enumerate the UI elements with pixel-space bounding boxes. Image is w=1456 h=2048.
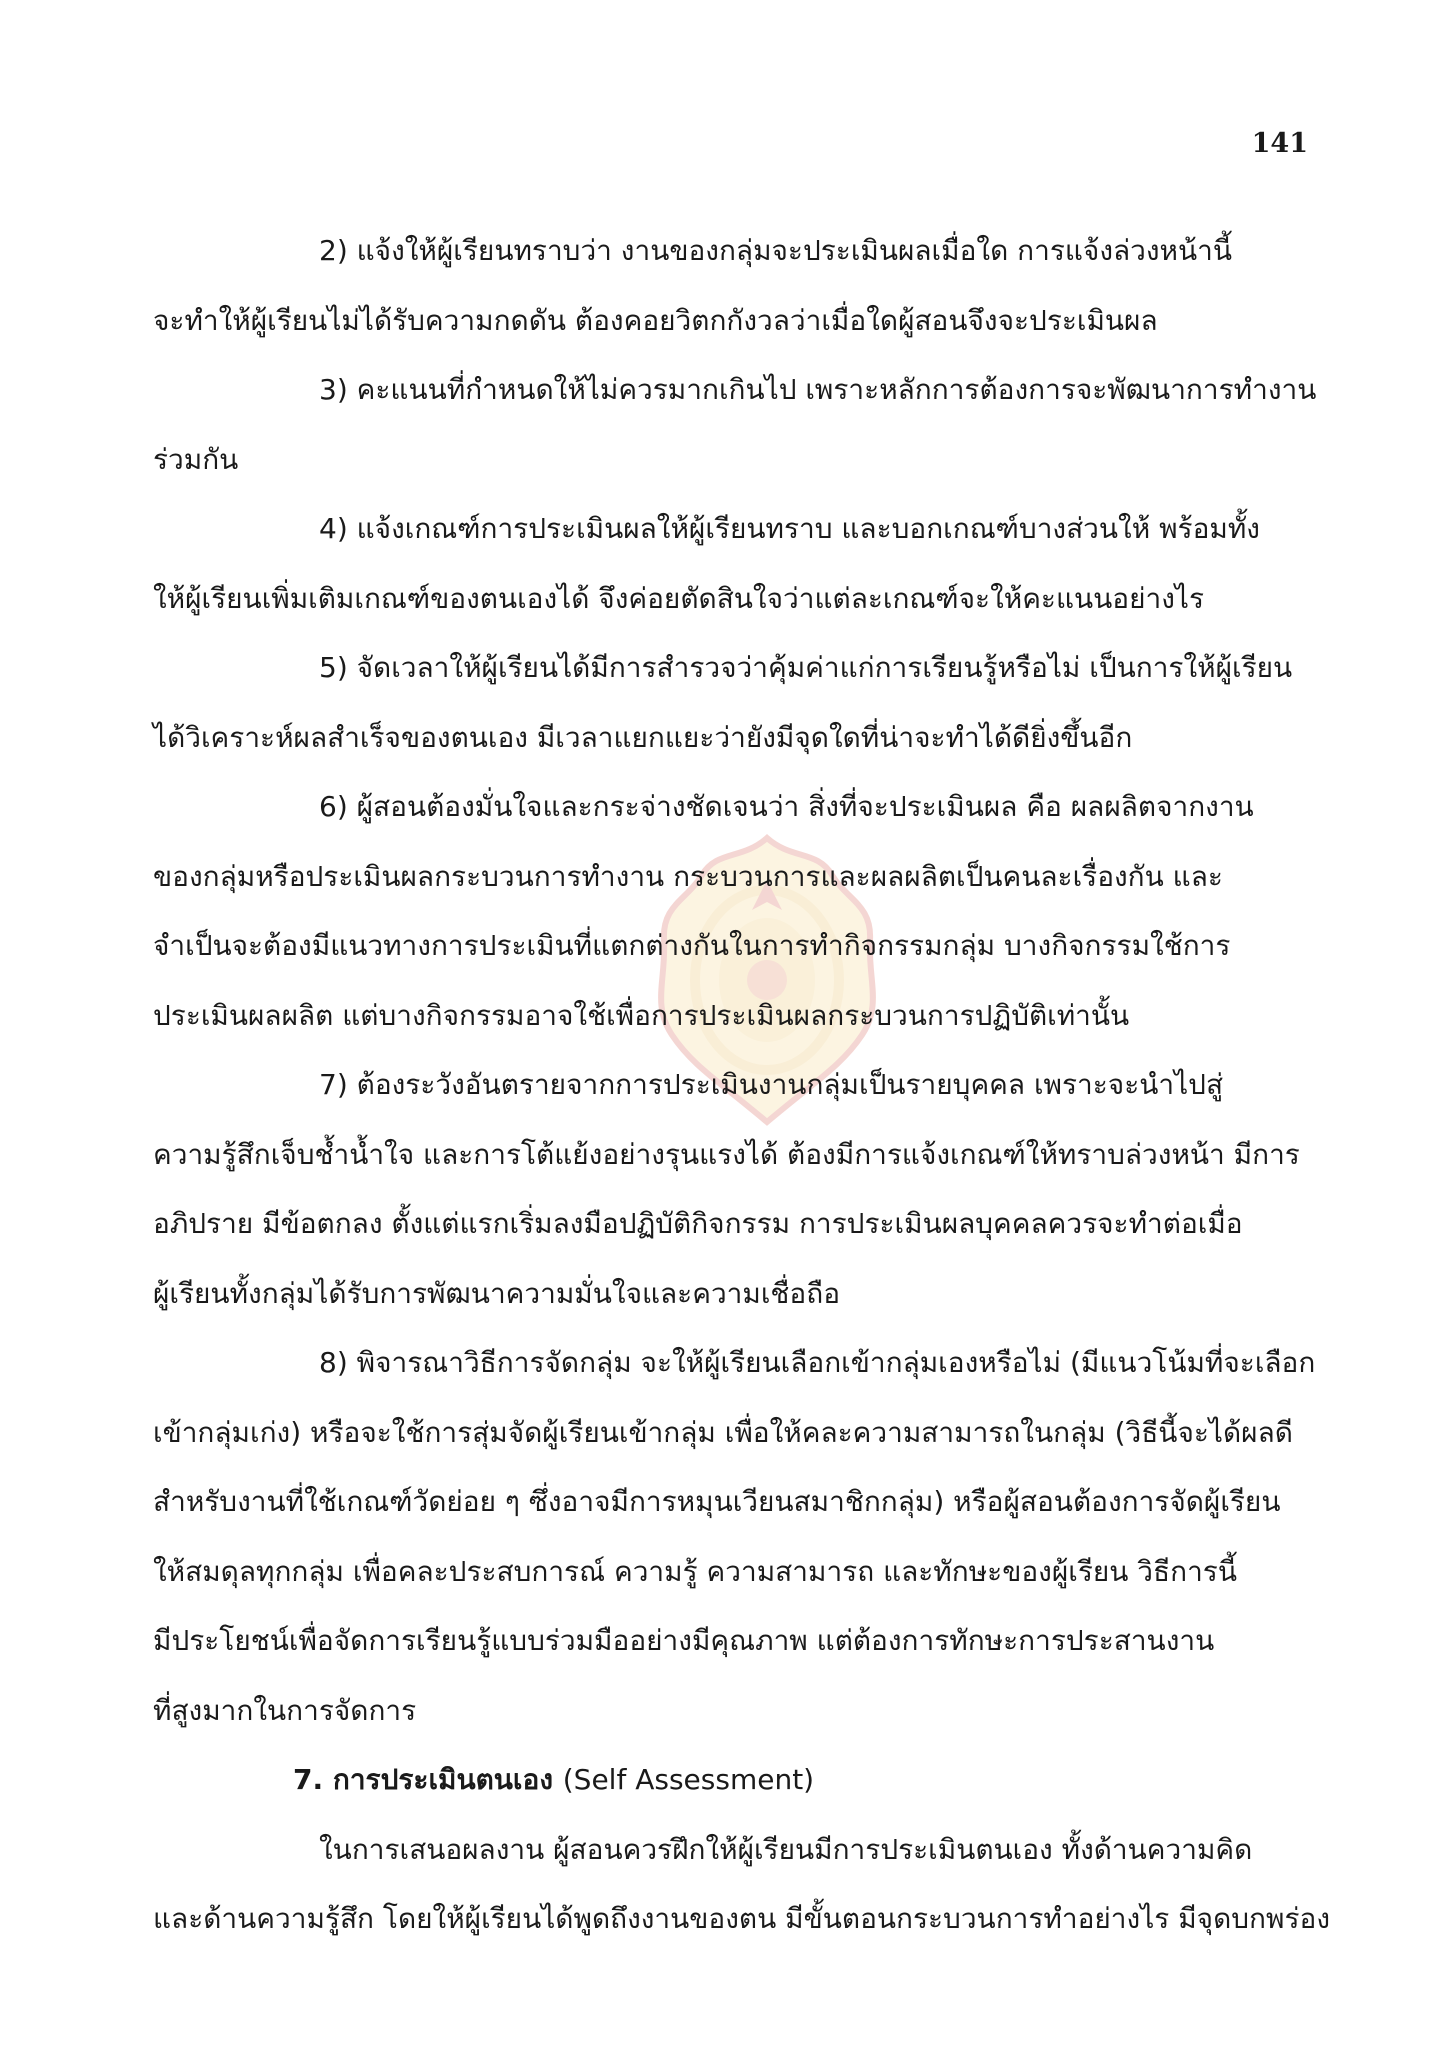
paragraph-item-8: [153, 1328, 1316, 1745]
paragraph-item-3: [153, 355, 1317, 494]
paragraph-item-6: [153, 772, 1310, 1050]
paragraph-item-5: [153, 633, 1310, 772]
paragraph-self-assessment: [153, 1815, 1330, 1954]
text-line: 2) แจ้งให้ผู้เรียนทราบว่า งานของกลุ่มจะประเมินผลเมื่อใด การแจ้งล่วงหน้านี้: [319, 234, 1233, 267]
text-line: ให้สมดุลทุกกลุ่ม เพื่อคละประสบการณ์ ความรู้ ความสามารถ และทักษะของผู้เรียน วิธีการนี้: [153, 1554, 1237, 1588]
text-line: ผู้เรียนทั้งกลุ่มได้รับการพัฒนาความมั่นใจและความเชื่อถือ: [153, 1276, 841, 1310]
paragraph-item-4: [153, 494, 1310, 633]
page-number: 141: [1251, 128, 1308, 159]
text-line: ในการเสนอผลงาน ผู้สอนควรฝึกให้ผู้เรียนมีการประเมินตนเอง ทั้งด้านความคิด: [319, 1832, 1253, 1866]
text-line: ร่วมกัน: [153, 442, 239, 476]
section-number: 7.: [293, 1763, 324, 1796]
text-line: เข้ากลุ่มเก่ง) หรือจะใช้การสุ่มจัดผู้เรียนเข้ากลุ่ม เพื่อให้คละความสามารถในกลุ่ม (วิธีนี้จะได้ผลดี: [153, 1415, 1293, 1449]
text-line: 3) คะแนนที่กำหนดให้ไม่ควรมากเกินไป เพราะหลักการต้องการจะพัฒนาการทำงาน: [319, 373, 1317, 406]
section-title-english: (Self Assessment): [562, 1763, 815, 1796]
text-line: ได้วิเคราะห์ผลสำเร็จของตนเอง มีเวลาแยกแยะว่ายังมีจุดใดที่น่าจะทำได้ดียิ่งขึ้นอีก: [153, 720, 1133, 754]
text-line: ประเมินผลผลิต แต่บางกิจกรรมอาจใช้เพื่อการประเมินผลกระบวนการปฏิบัติเท่านั้น: [153, 998, 1130, 1032]
text-line: ความรู้สึกเจ็บช้ำน้ำใจ และการโต้แย้งอย่างรุนแรงได้ ต้องมีการแจ้งเกณฑ์ให้ทราบล่วงหน้า มีการ: [153, 1137, 1300, 1171]
text-line: 6) ผู้สอนต้องมั่นใจและกระจ่างชัดเจนว่า สิ่งที่จะประเมินผล คือ ผลผลิตจากงาน: [319, 790, 1254, 823]
document-body: [153, 216, 1330, 1954]
text-line: 8) พิจารณาวิธีการจัดกลุ่ม จะให้ผู้เรียนเลือกเข้ากลุ่มเองหรือไม่ (มีแนวโน้มที่จะเลือก: [319, 1346, 1316, 1379]
text-line: 5) จัดเวลาให้ผู้เรียนได้มีการสำรวจว่าคุ้มค่าแก่การเรียนรู้หรือไม่ เป็นการให้ผู้เรียน: [319, 651, 1293, 684]
text-line: 7) ต้องระวังอันตรายจากการประเมินงานกลุ่มเป็นรายบุคคล เพราะจะนำไปสู่: [319, 1068, 1224, 1101]
text-line: มีประโยชน์เพื่อจัดการเรียนรู้แบบร่วมมืออย่างมีคุณภาพ แต่ต้องการทักษะการประสานงาน: [153, 1624, 1215, 1657]
text-line: ของกลุ่มหรือประเมินผลกระบวนการทำงาน กระบวนการและผลผลิตเป็นคนละเรื่องกัน และ: [153, 859, 1223, 893]
text-line: และด้านความรู้สึก โดยให้ผู้เรียนได้พูดถึงงานของตน มีขั้นตอนกระบวนการทำอย่างไร มีจุดบกพร่อง: [153, 1902, 1330, 1935]
text-line: อภิปราย มีข้อตกลง ตั้งแต่แรกเริ่มลงมือปฏิบัติกิจกรรม การประเมินผลบุคคลควรจะทำต่อเมื่อ: [153, 1207, 1243, 1240]
text-line: 4) แจ้งเกณฑ์การประเมินผลให้ผู้เรียนทราบ และบอกเกณฑ์บางส่วนให้ พร้อมทั้ง: [319, 512, 1260, 545]
text-line: ที่สูงมากในการจัดการ: [153, 1693, 417, 1727]
paragraph-item-7: [153, 1050, 1310, 1328]
text-line: ให้ผู้เรียนเพิ่มเติมเกณฑ์ของตนเองได้ จึงค่อยตัดสินใจว่าแต่ละเกณฑ์จะให้คะแนนอย่างไร: [153, 581, 1205, 615]
text-line: จำเป็นจะต้องมีแนวทางการประเมินที่แตกต่างกันในการทำกิจกรรมกลุ่ม บางกิจกรรมใช้การ: [153, 929, 1231, 962]
text-line: จะทำให้ผู้เรียนไม่ได้รับความกดดัน ต้องคอยวิตกกังวลว่าเมื่อใดผู้สอนจึงจะประเมินผล: [153, 303, 1158, 337]
text-line: สำหรับงานที่ใช้เกณฑ์วัดย่อย ๆ ซึ่งอาจมีการหมุนเวียนสมาชิกกลุ่ม) หรือผู้สอนต้องการจัดผู้เรียน: [153, 1485, 1281, 1518]
paragraph-item-2: [153, 216, 1310, 355]
section-heading: [153, 1745, 1310, 1815]
section-title: การประเมินตนเอง: [332, 1763, 553, 1796]
